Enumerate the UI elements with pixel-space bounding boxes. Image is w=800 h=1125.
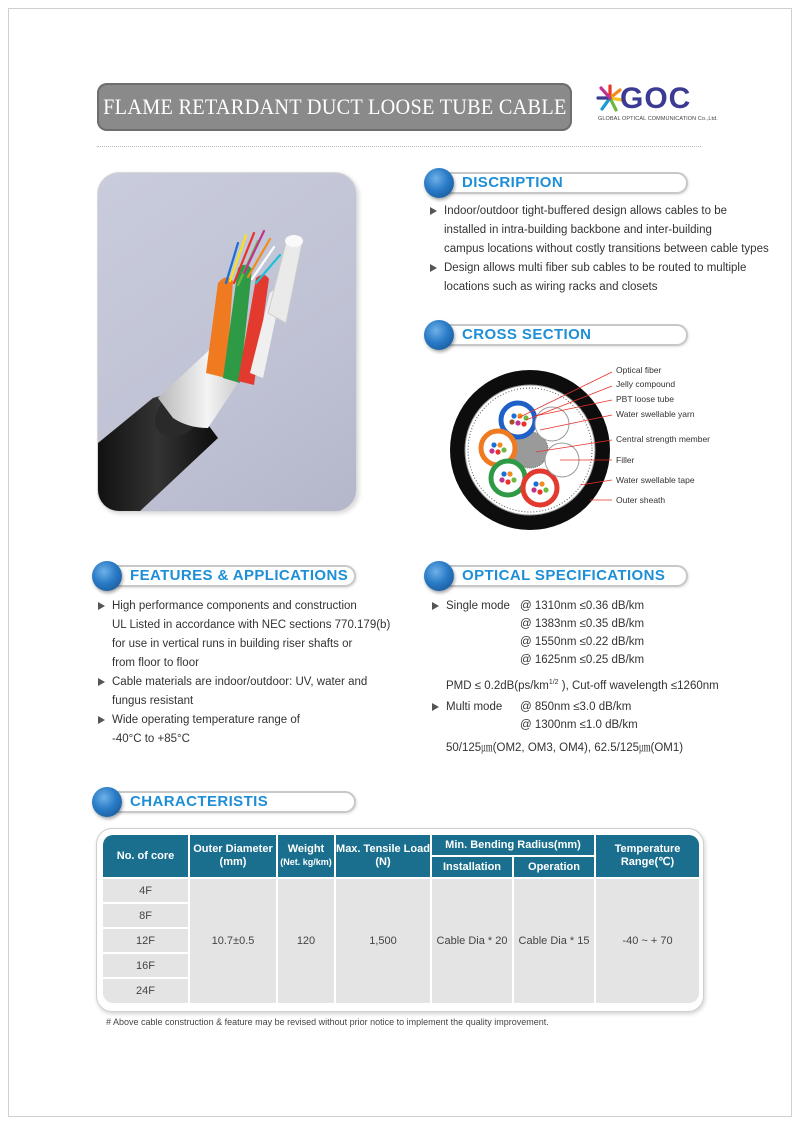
operation-value: Cable Dia * 15 (514, 879, 594, 1003)
page-title: FLAME RETARDANT DUCT LOOSE TUBE CABLE (102, 94, 567, 119)
bullet-icon (432, 602, 439, 610)
header-tensile: Max. Tensile Load (N) (336, 835, 430, 877)
core-8f: 8F (103, 904, 188, 927)
core-16f: 16F (103, 954, 188, 977)
label-outer-sheath: Outer sheath (616, 495, 666, 505)
multi-mode-value: @ 1300nm ≤1.0 dB/km (520, 719, 638, 731)
optical-heading: OPTICAL SPECIFICATIONS (462, 567, 666, 584)
installation-value: Cable Dia * 20 (432, 879, 512, 1003)
label-optical-fiber: Optical fiber (616, 365, 662, 375)
label-filler: Filler (616, 455, 635, 465)
label-water-swellable-yarn: Water swellable yarn (616, 409, 695, 419)
label-jelly-compound: Jelly compound (616, 379, 676, 389)
header-operation: Operation (514, 857, 594, 877)
header-bending: Min. Bending Radius(mm) (432, 835, 594, 855)
header-bullet-icon (92, 787, 122, 817)
description-header (424, 171, 688, 197)
list-item: Wide operating temperature range of -40°C to +85°C (97, 711, 397, 749)
list-item: Design allows multi fiber sub cables to be routed to multiple locations such as wiring racks and closets (429, 259, 769, 297)
header-bullet-icon (92, 561, 122, 591)
single-mode-value: @ 1625nm ≤0.25 dB/km (520, 654, 645, 666)
core-24f: 24F (103, 979, 188, 1003)
header-installation: Installation (432, 857, 512, 877)
single-mode-value: @ 1550nm ≤0.22 dB/km (520, 636, 645, 648)
characteristics-heading: CHARACTERISTIS (130, 793, 269, 810)
list-item: High performance components and construction UL Listed in accordance with NEC sections 770.179(b) for use in vertical runs in building riser shafts or from floor to floor (97, 597, 397, 673)
characteristics-table (96, 828, 704, 1012)
cross-section-diagram (440, 360, 620, 540)
tensile-value: 1,500 (336, 879, 430, 1003)
diameter-value: 10.7±0.5 (190, 879, 276, 1003)
header-diameter: Outer Diameter (mm) (190, 835, 276, 877)
header-temperature: Temperature Range(℃) (596, 835, 699, 877)
description-heading: DISCRIPTION (462, 174, 564, 191)
characteristics-header (92, 790, 356, 816)
description-list (429, 202, 769, 297)
header-bullet-icon (424, 561, 454, 591)
optical-header (424, 564, 688, 590)
temperature-value: -40 ~ + 70 (596, 879, 699, 1003)
multi-mode-label: Multi mode (446, 701, 503, 713)
footnote: # Above cable construction & feature may be revised without prior notice to implement the quality improvement. (106, 1017, 549, 1027)
cable-photo (97, 172, 357, 512)
company-logo (596, 80, 718, 128)
title-banner (97, 83, 572, 131)
features-heading: FEATURES & APPLICATIONS (130, 567, 349, 584)
single-mode-value: @ 1310nm ≤0.36 dB/km (520, 600, 645, 612)
pmd-spec: PMD ≤ $0.2dB(ps/km^{1/2}$ ), Cut-off wavelength ≤1260nm (446, 679, 719, 692)
label-central-strength-member: Central strength member (616, 434, 711, 444)
header-bullet-icon (424, 168, 454, 198)
label-water-swellable-tape: Water swellable tape (616, 475, 695, 485)
features-header (92, 564, 356, 590)
cross-section-header (424, 323, 688, 349)
cable-illustration (98, 173, 357, 512)
features-list (97, 597, 397, 749)
header-weight: Weight (Net. kg/km) (278, 835, 334, 877)
core-12f: 12F (103, 929, 188, 952)
logo-word: GOC (620, 82, 692, 115)
divider (97, 146, 701, 147)
logo-subtitle: GLOBAL OPTICAL COMMUNICATION Co.,Ltd. (598, 116, 718, 122)
core-4f: 4F (103, 879, 188, 902)
cross-section-heading: CROSS SECTION (462, 326, 592, 343)
weight-value: 120 (278, 879, 334, 1003)
header-cores: No. of core (103, 835, 188, 877)
fiber-types: 50/125㎛(OM2, OM3, OM4), 62.5/125㎛(OM1) (446, 742, 684, 754)
list-item: Indoor/outdoor tight-buffered design allows cables to be installed in intra-building backbone and inter-building campus locations without costly transitions between cable types (429, 202, 769, 259)
multi-mode-value: @ 850nm ≤3.0 dB/km (520, 701, 632, 713)
label-pbt-loose-tube: PBT loose tube (616, 394, 674, 404)
header-bullet-icon (424, 320, 454, 350)
single-mode-label: Single mode (446, 600, 510, 612)
list-item: Cable materials are indoor/outdoor: UV, water and fungus resistant (97, 673, 397, 711)
bullet-icon (432, 703, 439, 711)
single-mode-value: @ 1383nm ≤0.35 dB/km (520, 618, 645, 630)
